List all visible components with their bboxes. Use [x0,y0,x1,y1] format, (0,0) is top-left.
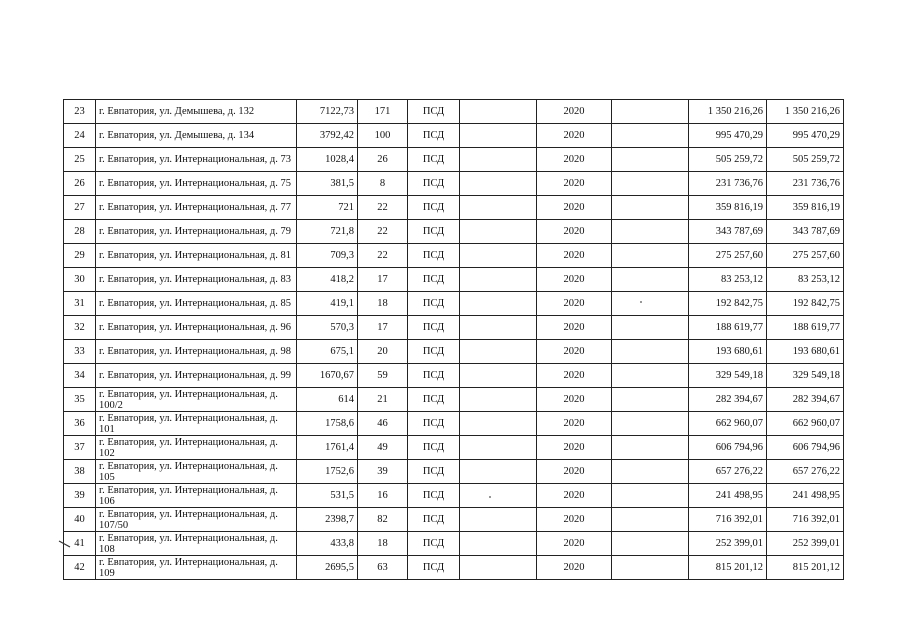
year-cell: 2020 [537,532,612,556]
year-cell: 2020 [537,508,612,532]
area-cell: 675,1 [297,340,358,364]
cost-cell: 83 253,12 [689,268,767,292]
table-row [64,364,844,388]
area-cell: 2398,7 [297,508,358,532]
area-cell: 721,8 [297,220,358,244]
empty-cell [460,316,537,340]
cost-cell: 662 960,07 [689,412,767,436]
table-body [64,100,844,580]
count-cell: 171 [358,100,408,124]
year-cell: 2020 [537,316,612,340]
work-type-cell: ПСД [408,412,460,436]
year-cell: 2020 [537,196,612,220]
total-cost-cell: 188 619,77 [767,316,844,340]
table-row [64,292,844,316]
empty-cell [460,172,537,196]
address-cell: г. Евпатория, ул. Интернациональная, д. 106 [96,484,297,508]
area-cell: 3792,42 [297,124,358,148]
row-number: 26 [64,172,96,196]
address-cell: г. Евпатория, ул. Интернациональная, д. 77 [96,196,297,220]
year-cell: 2020 [537,268,612,292]
count-cell: 100 [358,124,408,148]
empty-cell [612,364,689,388]
total-cost-cell: 606 794,96 [767,436,844,460]
total-cost-cell: 657 276,22 [767,460,844,484]
row-number: 38 [64,460,96,484]
total-cost-cell: 282 394,67 [767,388,844,412]
work-type-cell: ПСД [408,340,460,364]
row-number: 29 [64,244,96,268]
empty-cell [460,532,537,556]
count-cell: 59 [358,364,408,388]
table-row [64,124,844,148]
work-type-cell: ПСД [408,460,460,484]
total-cost-cell: 995 470,29 [767,124,844,148]
address-cell: г. Евпатория, ул. Интернациональная, д. 101 [96,412,297,436]
area-cell: 2695,5 [297,556,358,580]
scan-speck [640,301,642,303]
empty-cell [460,220,537,244]
empty-cell [612,508,689,532]
address-cell: г. Евпатория, ул. Интернациональная, д. 73 [96,148,297,172]
address-cell: г. Евпатория, ул. Интернациональная, д. 107/50 [96,508,297,532]
table-row [64,484,844,508]
area-cell: 709,3 [297,244,358,268]
empty-cell [612,196,689,220]
area-cell: 721 [297,196,358,220]
table-row [64,556,844,580]
empty-cell [460,148,537,172]
area-cell: 614 [297,388,358,412]
count-cell: 22 [358,196,408,220]
row-number: 42 [64,556,96,580]
table-row [64,412,844,436]
work-type-cell: ПСД [408,316,460,340]
table-row [64,244,844,268]
cost-cell: 231 736,76 [689,172,767,196]
cost-cell: 606 794,96 [689,436,767,460]
empty-cell [460,484,537,508]
address-cell: г. Евпатория, ул. Интернациональная, д. 102 [96,436,297,460]
total-cost-cell: 716 392,01 [767,508,844,532]
empty-cell [460,244,537,268]
year-cell: 2020 [537,460,612,484]
count-cell: 39 [358,460,408,484]
total-cost-cell: 505 259,72 [767,148,844,172]
area-cell: 1028,4 [297,148,358,172]
row-number: 36 [64,412,96,436]
count-cell: 49 [358,436,408,460]
year-cell: 2020 [537,364,612,388]
count-cell: 21 [358,388,408,412]
total-cost-cell: 252 399,01 [767,532,844,556]
count-cell: 22 [358,220,408,244]
count-cell: 17 [358,268,408,292]
empty-cell [612,172,689,196]
cost-cell: 241 498,95 [689,484,767,508]
address-cell: г. Евпатория, ул. Интернациональная, д. 83 [96,268,297,292]
cost-cell: 193 680,61 [689,340,767,364]
row-number: 30 [64,268,96,292]
count-cell: 22 [358,244,408,268]
empty-cell [612,244,689,268]
empty-cell [612,268,689,292]
empty-cell [460,292,537,316]
cost-cell: 716 392,01 [689,508,767,532]
count-cell: 20 [358,340,408,364]
row-number: 23 [64,100,96,124]
cost-cell: 275 257,60 [689,244,767,268]
work-type-cell: ПСД [408,292,460,316]
row-number: 40 [64,508,96,532]
work-type-cell: ПСД [408,100,460,124]
table-row [64,220,844,244]
area-cell: 531,5 [297,484,358,508]
address-cell: г. Евпатория, ул. Интернациональная, д. 109 [96,556,297,580]
total-cost-cell: 241 498,95 [767,484,844,508]
work-type-cell: ПСД [408,196,460,220]
empty-cell [612,388,689,412]
count-cell: 18 [358,532,408,556]
table-row [64,268,844,292]
row-number: 31 [64,292,96,316]
table-row [64,508,844,532]
year-cell: 2020 [537,124,612,148]
year-cell: 2020 [537,340,612,364]
empty-cell [612,124,689,148]
address-cell: г. Евпатория, ул. Интернациональная, д. 75 [96,172,297,196]
table-row [64,100,844,124]
cost-cell: 329 549,18 [689,364,767,388]
empty-cell [460,124,537,148]
work-type-cell: ПСД [408,268,460,292]
total-cost-cell: 662 960,07 [767,412,844,436]
count-cell: 8 [358,172,408,196]
work-type-cell: ПСД [408,508,460,532]
count-cell: 46 [358,412,408,436]
table-row [64,436,844,460]
empty-cell [460,364,537,388]
count-cell: 82 [358,508,408,532]
work-type-cell: ПСД [408,220,460,244]
year-cell: 2020 [537,484,612,508]
year-cell: 2020 [537,412,612,436]
empty-cell [612,412,689,436]
work-type-cell: ПСД [408,172,460,196]
address-cell: г. Евпатория, ул. Интернациональная, д. 96 [96,316,297,340]
work-type-cell: ПСД [408,364,460,388]
empty-cell [460,412,537,436]
empty-cell [460,100,537,124]
empty-cell [612,436,689,460]
cost-cell: 359 816,19 [689,196,767,220]
row-number: 34 [64,364,96,388]
pen-stroke-mark [58,540,72,548]
empty-cell [460,388,537,412]
work-type-cell: ПСД [408,388,460,412]
address-cell: г. Евпатория, ул. Интернациональная, д. 79 [96,220,297,244]
area-cell: 419,1 [297,292,358,316]
housing-register-table [63,99,844,580]
count-cell: 18 [358,292,408,316]
empty-cell [612,484,689,508]
year-cell: 2020 [537,388,612,412]
total-cost-cell: 192 842,75 [767,292,844,316]
empty-cell [612,460,689,484]
cost-cell: 343 787,69 [689,220,767,244]
empty-cell [460,436,537,460]
address-cell: г. Евпатория, ул. Интернациональная, д. 85 [96,292,297,316]
area-cell: 381,5 [297,172,358,196]
address-cell: г. Евпатория, ул. Демышева, д. 134 [96,124,297,148]
cost-cell: 995 470,29 [689,124,767,148]
year-cell: 2020 [537,220,612,244]
area-cell: 1761,4 [297,436,358,460]
cost-cell: 657 276,22 [689,460,767,484]
empty-cell [460,508,537,532]
empty-cell [460,556,537,580]
scan-speck [489,496,491,498]
year-cell: 2020 [537,148,612,172]
area-cell: 418,2 [297,268,358,292]
cost-cell: 282 394,67 [689,388,767,412]
total-cost-cell: 231 736,76 [767,172,844,196]
total-cost-cell: 275 257,60 [767,244,844,268]
table-row [64,196,844,220]
empty-cell [612,556,689,580]
empty-cell [612,148,689,172]
total-cost-cell: 815 201,12 [767,556,844,580]
year-cell: 2020 [537,556,612,580]
row-number: 41 [64,532,96,556]
row-number: 27 [64,196,96,220]
total-cost-cell: 83 253,12 [767,268,844,292]
work-type-cell: ПСД [408,124,460,148]
row-number: 39 [64,484,96,508]
area-cell: 1758,6 [297,412,358,436]
table-row [64,532,844,556]
total-cost-cell: 193 680,61 [767,340,844,364]
cost-cell: 252 399,01 [689,532,767,556]
work-type-cell: ПСД [408,532,460,556]
row-number: 35 [64,388,96,412]
empty-cell [460,460,537,484]
total-cost-cell: 343 787,69 [767,220,844,244]
row-number: 33 [64,340,96,364]
empty-cell [460,196,537,220]
table-row [64,388,844,412]
count-cell: 63 [358,556,408,580]
empty-cell [460,268,537,292]
empty-cell [612,100,689,124]
address-cell: г. Евпатория, ул. Интернациональная, д. 105 [96,460,297,484]
cost-cell: 192 842,75 [689,292,767,316]
row-number: 37 [64,436,96,460]
work-type-cell: ПСД [408,484,460,508]
address-cell: г. Евпатория, ул. Интернациональная, д. 99 [96,364,297,388]
table-row [64,172,844,196]
table-row [64,460,844,484]
year-cell: 2020 [537,292,612,316]
row-number: 24 [64,124,96,148]
year-cell: 2020 [537,100,612,124]
count-cell: 17 [358,316,408,340]
area-cell: 1752,6 [297,460,358,484]
empty-cell [612,316,689,340]
count-cell: 26 [358,148,408,172]
cost-cell: 1 350 216,26 [689,100,767,124]
empty-cell [460,340,537,364]
work-type-cell: ПСД [408,148,460,172]
address-cell: г. Евпатория, ул. Интернациональная, д. 81 [96,244,297,268]
total-cost-cell: 359 816,19 [767,196,844,220]
row-number: 28 [64,220,96,244]
total-cost-cell: 1 350 216,26 [767,100,844,124]
year-cell: 2020 [537,172,612,196]
table-row [64,340,844,364]
work-type-cell: ПСД [408,436,460,460]
total-cost-cell: 329 549,18 [767,364,844,388]
table-row [64,316,844,340]
address-cell: г. Евпатория, ул. Демышева, д. 132 [96,100,297,124]
area-cell: 433,8 [297,532,358,556]
empty-cell [612,340,689,364]
cost-cell: 505 259,72 [689,148,767,172]
area-cell: 570,3 [297,316,358,340]
area-cell: 7122,73 [297,100,358,124]
cost-cell: 188 619,77 [689,316,767,340]
row-number: 32 [64,316,96,340]
empty-cell [612,292,689,316]
cost-cell: 815 201,12 [689,556,767,580]
address-cell: г. Евпатория, ул. Интернациональная, д. 100/2 [96,388,297,412]
address-cell: г. Евпатория, ул. Интернациональная, д. 98 [96,340,297,364]
table-row [64,148,844,172]
work-type-cell: ПСД [408,556,460,580]
empty-cell [612,532,689,556]
year-cell: 2020 [537,436,612,460]
empty-cell [612,220,689,244]
row-number: 25 [64,148,96,172]
work-type-cell: ПСД [408,244,460,268]
area-cell: 1670,67 [297,364,358,388]
year-cell: 2020 [537,244,612,268]
address-cell: г. Евпатория, ул. Интернациональная, д. 108 [96,532,297,556]
count-cell: 16 [358,484,408,508]
